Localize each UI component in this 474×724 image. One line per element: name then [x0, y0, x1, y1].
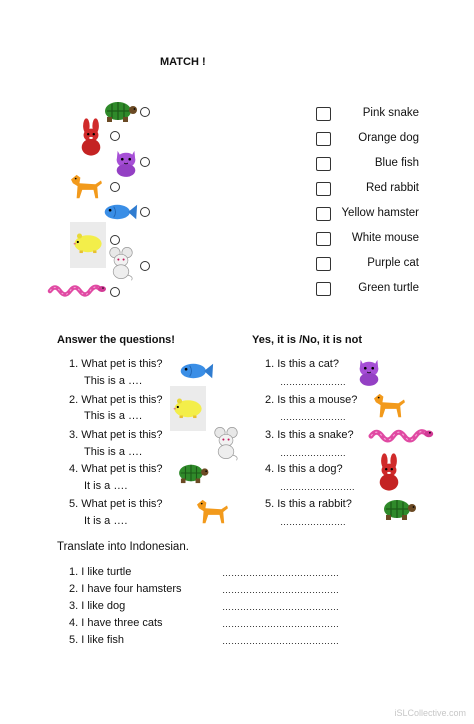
answer-question-2: 2. What pet is this? [69, 394, 163, 406]
yesno-question-1: 1. Is this a cat? [265, 358, 339, 370]
match-circle-2[interactable] [110, 131, 120, 141]
yesno-answer-1[interactable]: …………………. [280, 377, 346, 387]
yesno-answer-4[interactable]: ……………………. [280, 482, 355, 492]
translate-answer-2[interactable]: ………………………………… [222, 585, 339, 595]
dog-icon [67, 172, 105, 202]
translate-answer-1[interactable]: ………………………………… [222, 568, 339, 578]
checkbox-5[interactable] [316, 207, 331, 221]
answer-heading: Answer the questions! [57, 334, 175, 346]
option-white-mouse: White mouse [351, 232, 419, 244]
turtle-icon [377, 497, 417, 521]
match-circle-6[interactable] [110, 235, 120, 245]
option-yellow-hamster: Yellow hamster [341, 207, 419, 219]
option-green-turtle: Green turtle [358, 282, 419, 294]
yesno-question-4: 4. Is this a dog? [265, 463, 343, 475]
match-circle-8[interactable] [110, 287, 120, 297]
translate-item-4: 4. I have three cats [69, 617, 163, 629]
option-red-rabbit: Red rabbit [365, 182, 419, 194]
snake-icon [366, 425, 436, 445]
yesno-question-3: 3. Is this a snake? [265, 429, 354, 441]
rabbit-icon [78, 118, 104, 156]
mouse-icon [108, 245, 134, 281]
hamster-icon [71, 230, 105, 254]
answer-field-1[interactable]: This is a …. [84, 375, 143, 387]
snake-icon [47, 281, 107, 299]
answer-question-1: 1. What pet is this? [69, 358, 163, 370]
answer-field-4[interactable]: It is a …. [84, 480, 128, 492]
rabbit-icon [376, 452, 402, 492]
yesno-question-5: 5. Is this a rabbit? [265, 498, 352, 510]
option-purple-cat: Purple cat [367, 257, 419, 269]
match-circle-3[interactable] [140, 157, 150, 167]
checkbox-4[interactable] [316, 182, 331, 196]
fish-icon [102, 201, 138, 223]
option-orange-dog: Orange dog [358, 132, 419, 144]
answer-question-4: 4. What pet is this? [69, 463, 163, 475]
translate-item-5: 5. I like fish [69, 634, 125, 646]
option-blue-fish: Blue fish [374, 157, 419, 169]
checkbox-7[interactable] [316, 257, 331, 271]
checkbox-8[interactable] [316, 282, 331, 296]
cat-icon [356, 355, 382, 387]
answer-question-3: 3. What pet is this? [69, 429, 163, 441]
yesno-answer-5[interactable]: …………………. [280, 517, 346, 527]
translate-answer-4[interactable]: ………………………………… [222, 619, 339, 629]
site-watermark: iSLCollective.com [394, 708, 466, 718]
match-circle-1[interactable] [140, 107, 150, 117]
hamster-icon [171, 395, 205, 419]
option-pink-snake: Pink snake [362, 107, 419, 119]
cat-icon [113, 147, 139, 177]
turtle-icon [172, 462, 210, 484]
translate-answer-3[interactable]: ………………………………… [222, 602, 339, 612]
answer-field-2[interactable]: This is a …. [84, 410, 143, 422]
yesno-heading: Yes, it is /No, it is not [252, 334, 363, 346]
dog-icon [370, 391, 408, 421]
answer-field-3[interactable]: This is a …. [84, 446, 143, 458]
dog-icon [193, 497, 231, 527]
yesno-answer-3[interactable]: …………………. [280, 448, 346, 458]
translate-item-1: 1. I like turtle [69, 566, 132, 578]
translate-heading: Translate into Indonesian. [57, 541, 189, 553]
yesno-question-2: 2. Is this a mouse? [265, 394, 358, 406]
match-circle-7[interactable] [140, 261, 150, 271]
match-circle-4[interactable] [110, 182, 120, 192]
checkbox-6[interactable] [316, 232, 331, 246]
checkbox-3[interactable] [316, 157, 331, 171]
answer-field-5[interactable]: It is a …. [84, 515, 128, 527]
translate-item-2: 2. I have four hamsters [69, 583, 182, 595]
page-title: MATCH ! [160, 56, 206, 68]
translate-answer-5[interactable]: ………………………………… [222, 636, 339, 646]
answer-question-5: 5. What pet is this? [69, 498, 163, 510]
match-circle-5[interactable] [140, 207, 150, 217]
fish-icon [178, 360, 214, 382]
yesno-answer-2[interactable]: …………………. [280, 412, 346, 422]
mouse-icon [213, 425, 239, 461]
checkbox-2[interactable] [316, 132, 331, 146]
translate-item-3: 3. I like dog [69, 600, 126, 612]
checkbox-1[interactable] [316, 107, 331, 121]
turtle-icon [98, 99, 138, 123]
